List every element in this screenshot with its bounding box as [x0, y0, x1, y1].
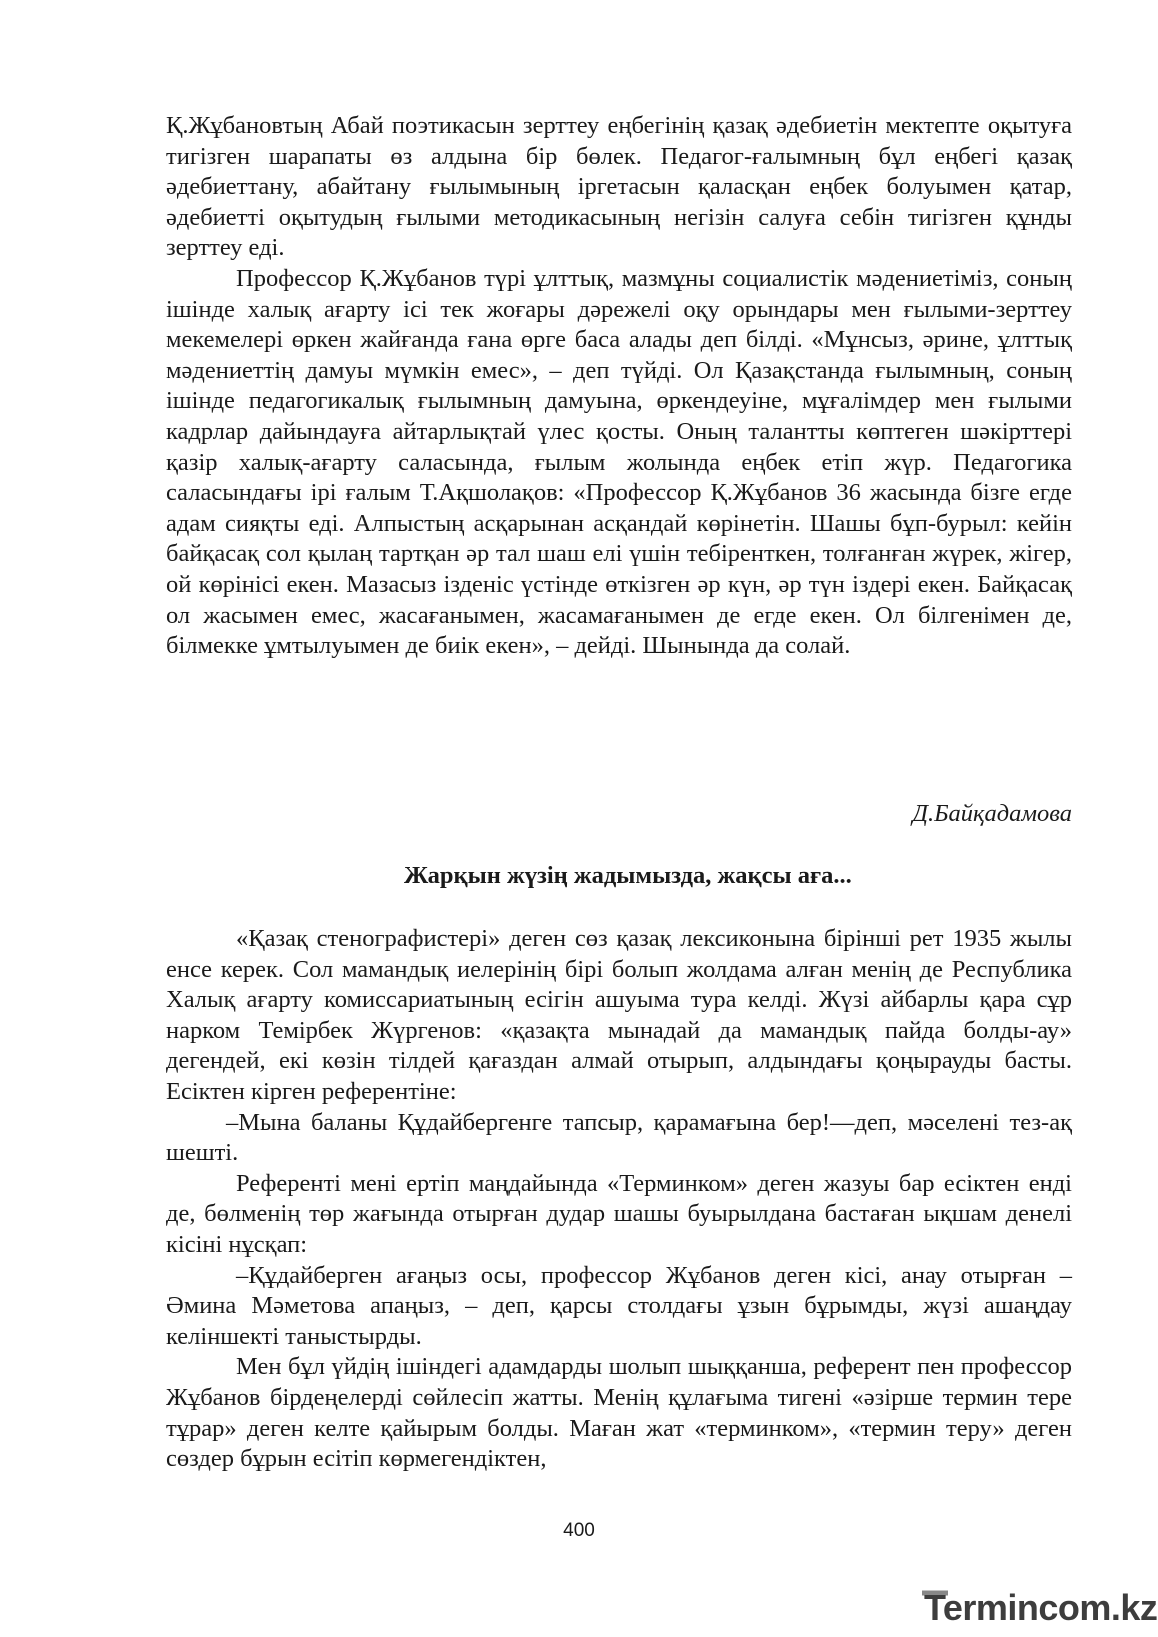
- paragraph: «Қазақ стенографистері» деген сөз қазақ лексиконына бірінші рет 1935 жылы енсе керек. Сол мамандық иелерінің бірі болып жолдама алған менің де Республика Халық ағарту комиссариатының есігін ашуыма тура келді. Жүзі айбарлы қара сұр нарком Темірбек Жүргенов: «қазақта мынадай да мамандық пайда болды-ау» дегендей, екі көзін тілдей қағаздан алмай отырып, алдындағы қоңырауды басты. Есіктен кірген референтіне:: [166, 925, 1072, 1105]
- paragraph: Референті мені ертіп маңдайында «Терминком» деген жазуы бар есіктен енді де, бөлменің төр жағында отырған дудар шашы буырылдана бастаған ықшам денелі кісіні нұсқап:: [166, 1169, 1072, 1258]
- paragraph: Мен бұл үйдің ішіндегі адамдарды шолып шыққанша, референт пен профессор Жұбанов бірдеңелерді сөйлесіп жатты. Менің құлағыма тигені «әзірше термин тере тұрар» деген келте қайырым болды. Маған жат «терминком», «термин теру» деген сөздер бұрын есітіп көрмегендіктен,: [166, 1353, 1072, 1473]
- article-text-bottom: [166, 924, 1072, 1475]
- dialogue-line: –Мына баланы Құдайбергенге тапсыр, қарамағына бер!—деп, мәселені тез-ақ шешті.: [166, 1108, 1072, 1167]
- paragraph: Профессор Қ.Жұбанов түрі ұлттық, мазмұны социалистік мәдениетіміз, соның ішінде халық ағарту ісі тек жоғары дәрежелі оқу орындары мен ғылыми-зерттеу мекемелері өркен жайғанда ғана өрге баса алады деп білді. «Мұнсыз, әрине, ұлттық мәдениеттің дамуы мүмкін емес», – деп түйді. Ол Қазақстанда ғылымның, соның ішінде педагогикалық ғылымның дамуына, өркендеуіне, мұғалімдер мен ғылыми кадрлар дайындауға айтарлықтай үлес қосты. Оның талантты көптеген шәкірттері қазір халық-ағарту саласында, ғылым жолында еңбек етіп жүр. Педагогика саласындағы ірі ғалым Т.Ақшолақов: «Профессор Қ.Жұбанов 36 жасында бізге егде адам сияқты еді. Алпыстың асқарынан асқандай көрінетін. Шашы бұп-бурыл: кейін байқасақ сол қылаң тартқан әр тал шаш елі үшін тебіренткен, толғанған жүрек, жігер, ой көрінісі екен. Мазасыз ізденіс үстінде өткізген әр күн, әр түн іздері екен. Байқасақ ол жасымен емес, жасағанымен, жасамағанымен де егде екен. Ол білгенімен де, білмекке ұмтылуымен де биік екен», – дейді. Шынында да солай.: [166, 264, 1072, 660]
- paragraph: Қ.Жұбановтың Абай поэтикасын зерттеу еңбегінің қазақ әдебиетін мектепте оқытуға тигізген шарапаты өз алдына бір бөлек. Педагог-ғалымның бұл еңбегі қазақ әдебиеттану, абайтану ғылымының іргетасын қаласқан еңбек болуымен қатар, әдебиетті оқытудың ғылыми методикасының негізін салуға себін тигізген құнды зерттеу еді.: [166, 112, 1072, 262]
- dialogue-line: –Құдайберген ағаңыз осы, профессор Жұбанов деген кісі, анау отырған – Әмина Мәметова апаңыз, – деп, қарсы столдағы ұзын бұрымды, жүзі ашаңдау келіншекті таныстырды.: [166, 1261, 1072, 1350]
- article-text-top: [166, 111, 1072, 662]
- watermark-text: Termincom.kz: [924, 1587, 1158, 1628]
- page-number: 400: [563, 1520, 595, 1541]
- author-signature: Д.Байқадамова: [912, 800, 1072, 827]
- section-title: Жарқын жүзің жадымызда, жақсы аға...: [404, 862, 852, 889]
- site-watermark-logo: [914, 1581, 1158, 1631]
